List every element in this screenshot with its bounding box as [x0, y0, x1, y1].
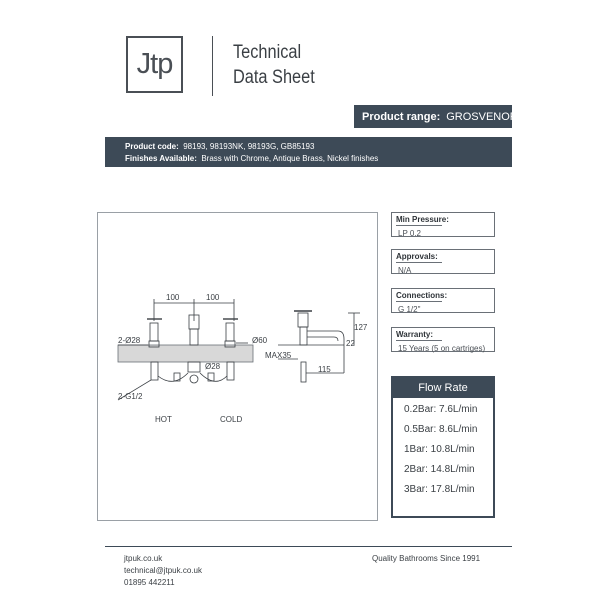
flow-rate-row: 1Bar: 10.8L/min	[404, 444, 475, 455]
spec-label: Approvals:	[396, 252, 438, 261]
flow-rate-title: Flow Rate	[393, 378, 493, 398]
dim-max35: MAX35	[265, 351, 292, 360]
product-range-box	[354, 105, 518, 128]
spec-approvals	[391, 249, 495, 274]
flow-rate-row: 3Bar: 17.8L/min	[404, 484, 475, 495]
title-line-2: Data Sheet	[233, 67, 315, 88]
dim-060: Ø60	[252, 336, 268, 345]
spec-warranty	[391, 327, 495, 352]
footer-email[interactable]: technical@jtpuk.co.uk	[124, 566, 202, 575]
spec-underline	[396, 340, 442, 341]
spec-label: Warranty:	[396, 330, 434, 339]
spec-underline	[396, 262, 442, 263]
spec-min-pressure	[391, 212, 495, 237]
dim-028: Ø28	[205, 362, 221, 371]
product-code-value: 98193, 98193NK, 98193G, GB85193	[183, 142, 315, 151]
flow-rate-row: 2Bar: 14.8L/min	[404, 464, 475, 475]
flow-rate-box	[391, 376, 495, 518]
logo-text: Jtp	[136, 48, 173, 80]
flow-rate-row: 0.5Bar: 8.6L/min	[404, 424, 478, 435]
cold-label: COLD	[220, 415, 243, 424]
product-range-value: GROSVENOR	[446, 110, 518, 123]
dim-127: 127	[354, 323, 368, 332]
spec-label: Connections:	[396, 291, 448, 300]
spec-label: Min Pressure:	[396, 215, 449, 224]
dim-115: 115	[318, 365, 331, 374]
product-code-label: Product code:	[125, 142, 179, 151]
footer-divider	[105, 546, 512, 547]
spec-connections	[391, 288, 495, 313]
footer-tagline: Quality Bathrooms Since 1991	[372, 554, 481, 563]
footer-phone: 01895 442211	[124, 578, 175, 587]
flow-rate-row: 0.2Bar: 7.6L/min	[404, 404, 478, 415]
product-range-label: Product range:	[362, 110, 441, 123]
page-title	[233, 40, 328, 90]
spec-value: N/A	[398, 266, 412, 275]
spec-value: G 1/2"	[398, 305, 421, 314]
tap-diagram	[98, 213, 379, 522]
spec-underline	[396, 301, 442, 302]
dim-100-right: 100	[206, 293, 220, 302]
spec-value: 15 Years (5 on cartriges)	[398, 344, 486, 353]
spec-underline	[396, 225, 442, 226]
dim-2-g12: 2-G1/2	[118, 392, 143, 401]
spec-value: LP 0.2	[398, 229, 421, 238]
hot-label: HOT	[155, 415, 172, 424]
finishes-label: Finishes Available:	[125, 154, 197, 163]
header-divider	[212, 36, 213, 96]
title-line-1: Technical	[233, 42, 302, 63]
dim-100-left: 100	[166, 293, 180, 302]
dim-2-028: 2-Ø28	[118, 336, 141, 345]
jtp-logo	[126, 36, 183, 93]
dim-22: 22	[346, 339, 355, 348]
product-info-bar	[105, 137, 512, 167]
footer-website[interactable]: jtpuk.co.uk	[124, 554, 163, 563]
finishes-value: Brass with Chrome, Antique Brass, Nickel finishes	[201, 154, 379, 163]
technical-drawing	[97, 212, 378, 521]
